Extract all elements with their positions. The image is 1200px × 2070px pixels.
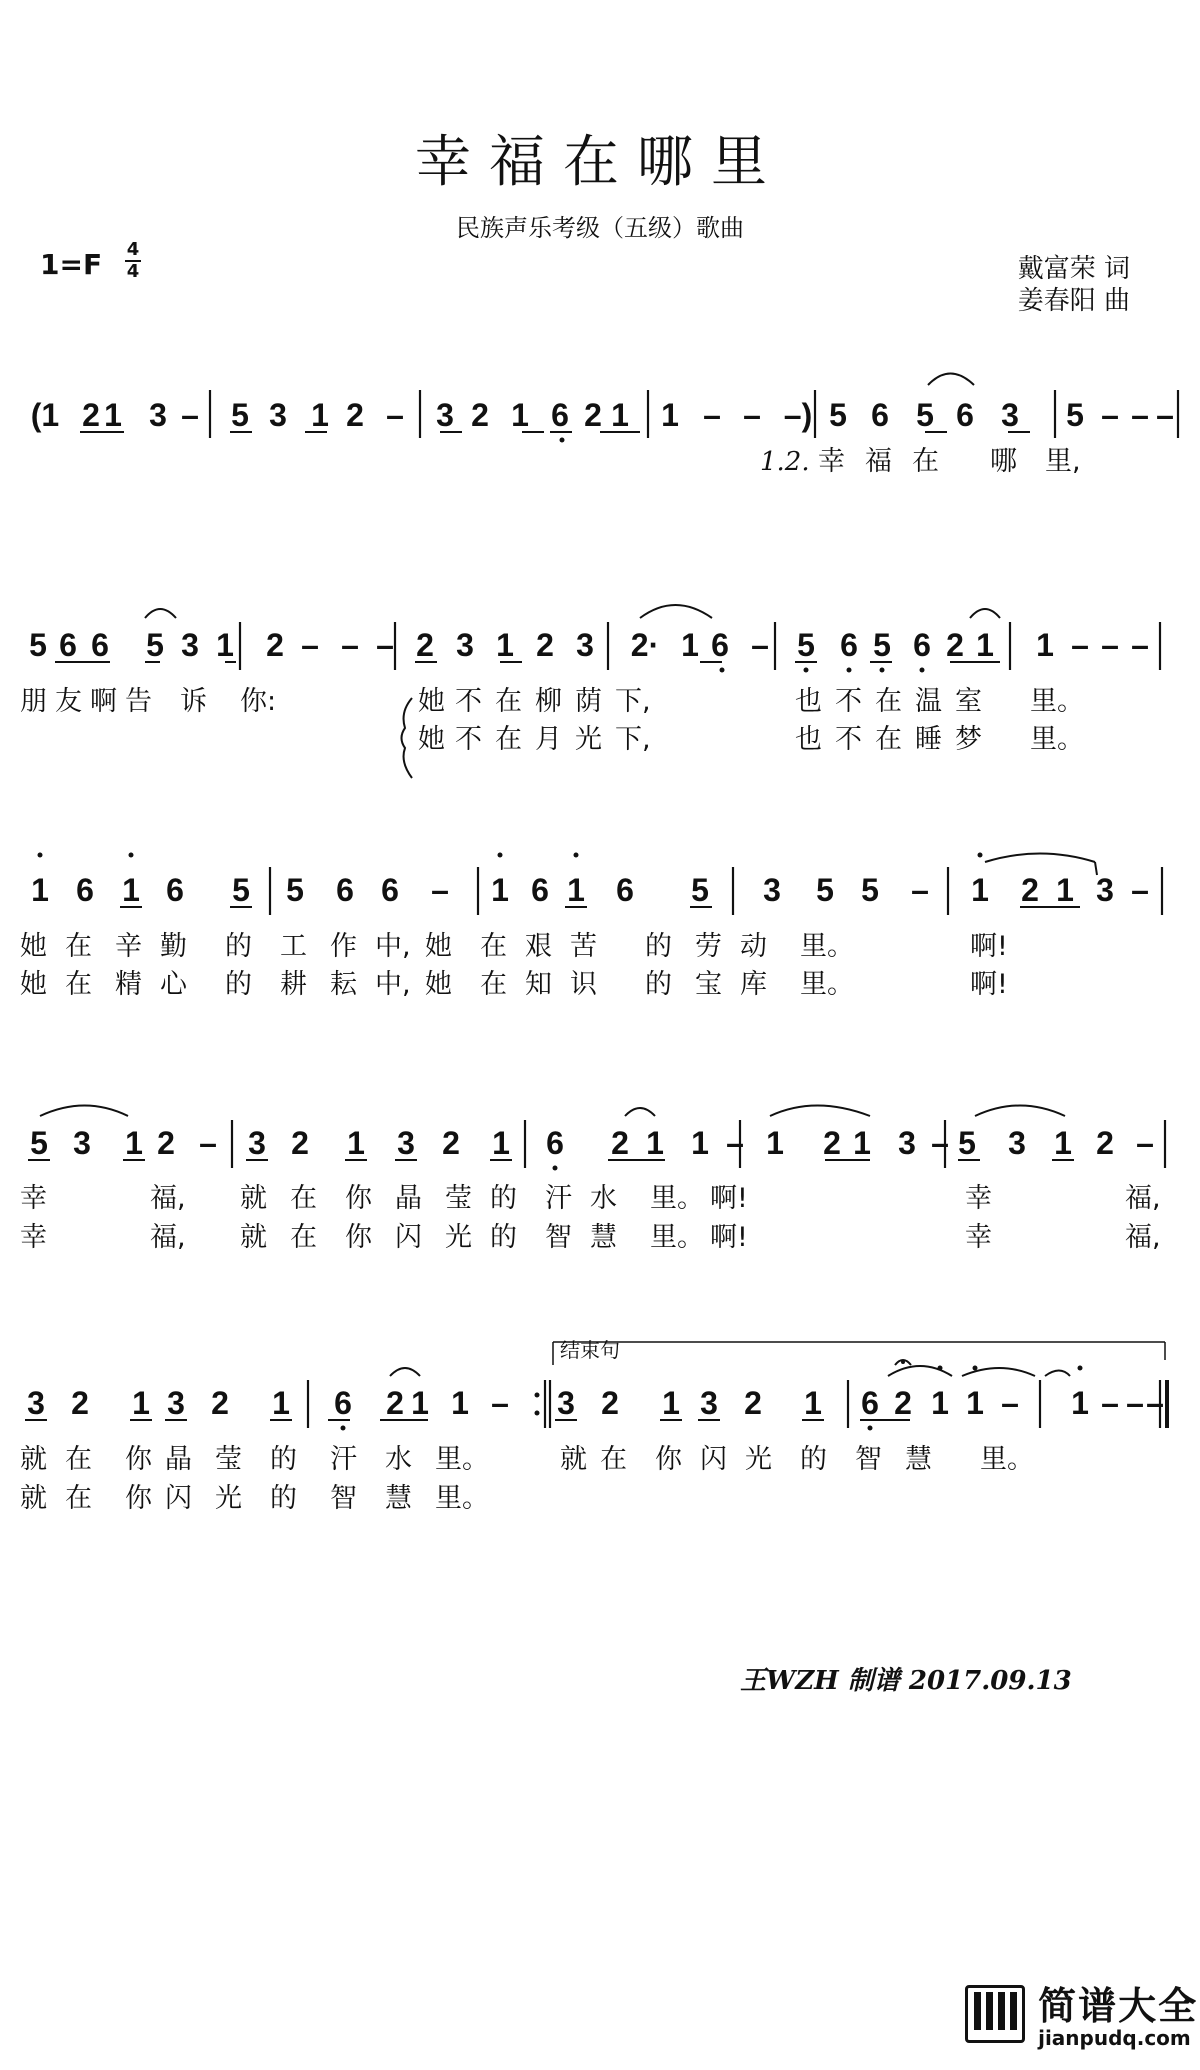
lyric: 在	[290, 1183, 317, 1214]
lyric: 智	[545, 1222, 572, 1253]
note: 6	[59, 627, 77, 663]
note: 2	[584, 397, 602, 433]
lyric: 汗	[330, 1444, 357, 1475]
note: 1	[1036, 627, 1054, 663]
lyric: 下,	[615, 724, 651, 755]
lyric: 里。	[980, 1444, 1034, 1475]
note: 1	[132, 1385, 150, 1421]
lyric: 在	[65, 931, 92, 962]
lyric: 就	[20, 1483, 47, 1514]
lyric: 汗	[545, 1183, 572, 1214]
note: –	[703, 397, 721, 433]
staff-row-3	[20, 853, 1162, 1001]
note: –	[199, 1125, 217, 1161]
lyric: 库	[740, 969, 767, 1000]
lyric: 幸	[965, 1222, 992, 1253]
lyric: 里。	[1030, 724, 1084, 755]
lyric: 在	[480, 931, 507, 962]
logo-en-text: jianpudq.com	[1038, 2026, 1191, 2050]
note: 2	[1096, 1125, 1114, 1161]
lyric: 里。	[650, 1222, 704, 1253]
lyric: 啊!	[970, 969, 1008, 1000]
lyric: 心	[160, 969, 187, 1000]
note: 1	[681, 627, 699, 663]
note: 2	[291, 1125, 309, 1161]
lyric: 耘	[330, 969, 357, 1000]
lyric: 知	[525, 969, 552, 1000]
lyric: 闪	[395, 1222, 422, 1253]
note: 2	[744, 1385, 762, 1421]
note: 3	[181, 627, 199, 663]
note: –	[1126, 1385, 1144, 1421]
note: 1	[411, 1385, 429, 1421]
lyric: 的	[270, 1483, 297, 1514]
logo-cn-text: 简谱大全	[1038, 1984, 1199, 2028]
composer: 姜春阳 曲	[1017, 286, 1130, 316]
lyric: 里,	[1045, 446, 1081, 477]
note: 2	[266, 627, 284, 663]
lyric: 月	[535, 724, 562, 755]
lyric: 作	[330, 931, 357, 962]
lyric: 幸	[20, 1183, 47, 1214]
note: 6	[711, 627, 729, 663]
lyric: 幸	[818, 446, 845, 477]
lyric: 她	[418, 686, 445, 717]
lyric: 的	[225, 931, 252, 962]
note: 6	[913, 627, 931, 663]
lyric: 辛	[115, 931, 142, 962]
lyric: 诉	[180, 686, 207, 717]
note: 1	[496, 627, 514, 663]
note: 6	[381, 872, 399, 908]
lyric: 在	[875, 686, 902, 717]
lyric: 的	[645, 931, 672, 962]
note: 5	[916, 397, 934, 433]
site-logo[interactable]	[965, 1985, 1198, 2049]
note: 2	[82, 397, 100, 433]
note: 5	[29, 627, 47, 663]
lyric: 梦	[955, 724, 982, 755]
lyric: 在	[875, 724, 902, 755]
staff-row-2	[20, 605, 1160, 778]
lyric: 里。	[435, 1444, 489, 1475]
note: 1	[971, 872, 989, 908]
meter-top: 4	[126, 239, 140, 260]
note: 2	[416, 627, 434, 663]
note: 2	[601, 1385, 619, 1421]
note: –	[1001, 1385, 1019, 1421]
note: 3	[557, 1385, 575, 1421]
note: 1	[347, 1125, 365, 1161]
note: 1	[662, 1385, 680, 1421]
note: 3	[436, 397, 454, 433]
note: 5	[829, 397, 847, 433]
lyric: 光	[575, 724, 602, 755]
note: –)	[783, 397, 813, 433]
note: 3	[1001, 397, 1019, 433]
lyric: 水	[385, 1444, 412, 1475]
note: –	[1101, 627, 1119, 663]
lyric: 晶	[165, 1444, 192, 1475]
lyric: 勤	[160, 931, 187, 962]
lyric: 你	[125, 1483, 152, 1514]
lyric: 不	[455, 724, 482, 755]
note: –	[1136, 1125, 1154, 1161]
lyric: 里。	[435, 1483, 489, 1514]
note: 6	[166, 872, 184, 908]
lyric: 不	[835, 686, 862, 717]
note: 6	[336, 872, 354, 908]
lyric: 莹	[445, 1183, 472, 1214]
lyric: 你	[655, 1444, 682, 1475]
note: 1	[311, 397, 329, 433]
note: –	[491, 1385, 509, 1421]
note: 3	[763, 872, 781, 908]
lyric: 在	[65, 1483, 92, 1514]
note: 3	[576, 627, 594, 663]
lyric: 劳	[695, 931, 722, 962]
note: 5	[816, 872, 834, 908]
lyric: 中,	[375, 931, 411, 962]
piano-icon	[965, 1985, 1025, 2043]
note: 1	[853, 1125, 871, 1161]
note: 1	[646, 1125, 664, 1161]
lyric: 慧	[905, 1444, 932, 1475]
lyric: 她	[425, 931, 452, 962]
lyric: 智	[855, 1444, 882, 1475]
note: 5	[1066, 397, 1084, 433]
note: (1	[30, 397, 60, 433]
note: 3	[248, 1125, 266, 1161]
note: –	[1156, 397, 1174, 433]
lyric: 里。	[800, 969, 854, 1000]
lyric: 就	[20, 1444, 47, 1475]
lyric: 的	[800, 1444, 827, 1475]
note: 1	[31, 872, 49, 908]
lyric: 福,	[150, 1222, 186, 1253]
note: 1	[966, 1385, 984, 1421]
note: –	[1131, 872, 1149, 908]
lyric: 也	[795, 724, 822, 755]
lyric: 光	[745, 1444, 772, 1475]
lyric: 不	[835, 724, 862, 755]
lyric: 的	[490, 1222, 517, 1253]
note: 5	[286, 872, 304, 908]
lyric: 不	[455, 686, 482, 717]
note: 1	[1054, 1125, 1072, 1161]
lyric: 在	[912, 446, 939, 477]
note: 6	[616, 872, 634, 908]
lyric: 精	[115, 969, 142, 1000]
note: 1	[122, 872, 140, 908]
note: 5	[231, 397, 249, 433]
lyric: 福,	[150, 1183, 186, 1214]
lyric: 艰	[525, 931, 552, 962]
note: –	[911, 872, 929, 908]
lyric: 睡	[915, 724, 942, 755]
note: 6	[871, 397, 889, 433]
note: 1	[272, 1385, 290, 1421]
lyric: 就	[240, 1183, 267, 1214]
lyric: 的	[645, 969, 672, 1000]
lyric: 你	[345, 1222, 372, 1253]
lyric: 福,	[1125, 1183, 1161, 1214]
lyric: 中,	[375, 969, 411, 1000]
lyric: 你	[345, 1183, 372, 1214]
lyric: 智	[330, 1483, 357, 1514]
lyric: 柳	[535, 686, 562, 717]
note: 2	[894, 1385, 912, 1421]
lyric: 的	[490, 1183, 517, 1214]
note: 2	[386, 1385, 404, 1421]
lyric: 在	[600, 1444, 627, 1475]
note: 3	[700, 1385, 718, 1421]
note: –	[1071, 627, 1089, 663]
note: 3	[397, 1125, 415, 1161]
lyric: 慧	[385, 1483, 412, 1514]
note: 1	[1056, 872, 1074, 908]
note: 2	[946, 627, 964, 663]
note: 6	[91, 627, 109, 663]
meter-bottom: 4	[126, 261, 140, 282]
note: –	[431, 872, 449, 908]
lyricist: 戴富荣 词	[1017, 254, 1130, 284]
note: 6	[546, 1125, 564, 1161]
lyric: 友	[55, 686, 82, 717]
lyric: 幸	[20, 1222, 47, 1253]
note: –	[181, 397, 199, 433]
lyric: 福,	[1125, 1222, 1161, 1253]
note: 6	[531, 872, 549, 908]
note: 3	[27, 1385, 45, 1421]
lyric: 啊!	[710, 1222, 748, 1253]
lyric: 莹	[215, 1444, 242, 1475]
note: 1	[976, 627, 994, 663]
lyric: 温	[915, 686, 942, 717]
note: 3	[269, 397, 287, 433]
note: 1	[931, 1385, 949, 1421]
lyric: 她	[418, 724, 445, 755]
lyric: 在	[290, 1222, 317, 1253]
lyric: 里。	[800, 931, 854, 962]
lyric: 在	[65, 1444, 92, 1475]
lyric: 宝	[695, 969, 722, 1000]
note: 5	[232, 872, 250, 908]
lyric: 光	[215, 1483, 242, 1514]
lyric: 啊!	[970, 931, 1008, 962]
note: 5	[146, 627, 164, 663]
lyric: 水	[590, 1183, 617, 1214]
note: 6	[551, 397, 569, 433]
note: 2	[442, 1125, 460, 1161]
note: 1	[491, 872, 509, 908]
staff-row-4	[20, 1106, 1165, 1254]
song-subtitle: 民族声乐考级（五级）歌曲	[456, 214, 744, 242]
note: 2	[71, 1385, 89, 1421]
lyric: 在	[495, 724, 522, 755]
lyric: 啊	[90, 686, 117, 717]
lyric: 耕	[280, 969, 307, 1000]
note: –	[376, 627, 394, 663]
lyric: 晶	[395, 1183, 422, 1214]
lyric-verse-number: 1.2.	[760, 447, 810, 477]
note: –	[1101, 397, 1119, 433]
note: 1	[691, 1125, 709, 1161]
lyric: 闪	[700, 1444, 727, 1475]
note: –	[743, 397, 761, 433]
lyric: 的	[270, 1444, 297, 1475]
note: 6	[76, 872, 94, 908]
lyric: 就	[240, 1222, 267, 1253]
note: 3	[149, 397, 167, 433]
note: 1	[1071, 1385, 1089, 1421]
note: 2	[157, 1125, 175, 1161]
footer-credit: 王WZH 制谱 2017.09.13	[740, 1666, 1072, 1696]
note: 6	[334, 1385, 352, 1421]
lyric: 她	[425, 969, 452, 1000]
key-signature: 1=F	[40, 248, 103, 281]
staff-row-1	[31, 374, 1178, 478]
note: 1	[661, 397, 679, 433]
note: 5	[797, 627, 815, 663]
note: 3	[456, 627, 474, 663]
note: 2	[471, 397, 489, 433]
note: 1	[451, 1385, 469, 1421]
note: –	[931, 1125, 949, 1161]
note: 5	[958, 1125, 976, 1161]
note: 2	[823, 1125, 841, 1161]
note: 3	[1008, 1125, 1026, 1161]
note: 1	[104, 397, 122, 433]
note: 1	[511, 397, 529, 433]
note: –	[1101, 1385, 1119, 1421]
note: 2	[1021, 872, 1039, 908]
note: 6	[861, 1385, 879, 1421]
lyric: 就	[560, 1444, 587, 1475]
lyric: 闪	[165, 1483, 192, 1514]
note: 1	[611, 397, 629, 433]
note: 5	[30, 1125, 48, 1161]
lyric: 她	[20, 969, 47, 1000]
note: 1	[492, 1125, 510, 1161]
note: 3	[1096, 872, 1114, 908]
note: –	[1146, 1385, 1164, 1421]
lyric: 室	[955, 686, 982, 717]
lyric: 你	[125, 1444, 152, 1475]
lyric: 的	[225, 969, 252, 1000]
note: 3	[898, 1125, 916, 1161]
lyric: 慧	[590, 1222, 617, 1253]
note: 5	[873, 627, 891, 663]
note: 2·	[630, 627, 660, 663]
lyric: 光	[445, 1222, 472, 1253]
note: –	[1131, 397, 1149, 433]
lyric: 幸	[965, 1183, 992, 1214]
note: 2	[611, 1125, 629, 1161]
lyric: 动	[740, 931, 767, 962]
note: 3	[73, 1125, 91, 1161]
note: 2	[211, 1385, 229, 1421]
note: 2	[536, 627, 554, 663]
staff-row-5	[20, 1338, 1167, 1514]
lyric: 在	[495, 686, 522, 717]
note: 3	[167, 1385, 185, 1421]
lyric: 也	[795, 686, 822, 717]
lyric: 荫	[575, 686, 602, 717]
note: 1	[125, 1125, 143, 1161]
song-title: 幸福在哪里	[415, 130, 785, 195]
lyric: 福	[865, 446, 892, 477]
note: –	[386, 397, 404, 433]
lyric: 在	[65, 969, 92, 1000]
lyric: 你:	[240, 686, 277, 717]
lyric: 里。	[1030, 686, 1084, 717]
note: 1	[216, 627, 234, 663]
note: –	[1131, 627, 1149, 663]
note: –	[726, 1125, 744, 1161]
note: 5	[691, 872, 709, 908]
lyric: 朋	[20, 686, 47, 717]
note: 2	[346, 397, 364, 433]
note: –	[341, 627, 359, 663]
note: 1	[766, 1125, 784, 1161]
lyric: 识	[570, 969, 597, 1000]
note: 5	[861, 872, 879, 908]
lyric: 啊!	[710, 1183, 748, 1214]
lyric: 下,	[615, 686, 651, 717]
lyric: 告	[125, 686, 152, 717]
lyric: 苦	[570, 931, 597, 962]
note: 1	[567, 872, 585, 908]
lyric: 她	[20, 931, 47, 962]
ending-label: 结束句	[560, 1338, 620, 1362]
lyric: 里。	[650, 1183, 704, 1214]
lyric: 工	[280, 931, 307, 962]
lyric: 在	[480, 969, 507, 1000]
lyric: 哪	[990, 446, 1017, 477]
note: 6	[840, 627, 858, 663]
note: –	[751, 627, 769, 663]
note: 6	[956, 397, 974, 433]
note: –	[301, 627, 319, 663]
note: 1	[804, 1385, 822, 1421]
